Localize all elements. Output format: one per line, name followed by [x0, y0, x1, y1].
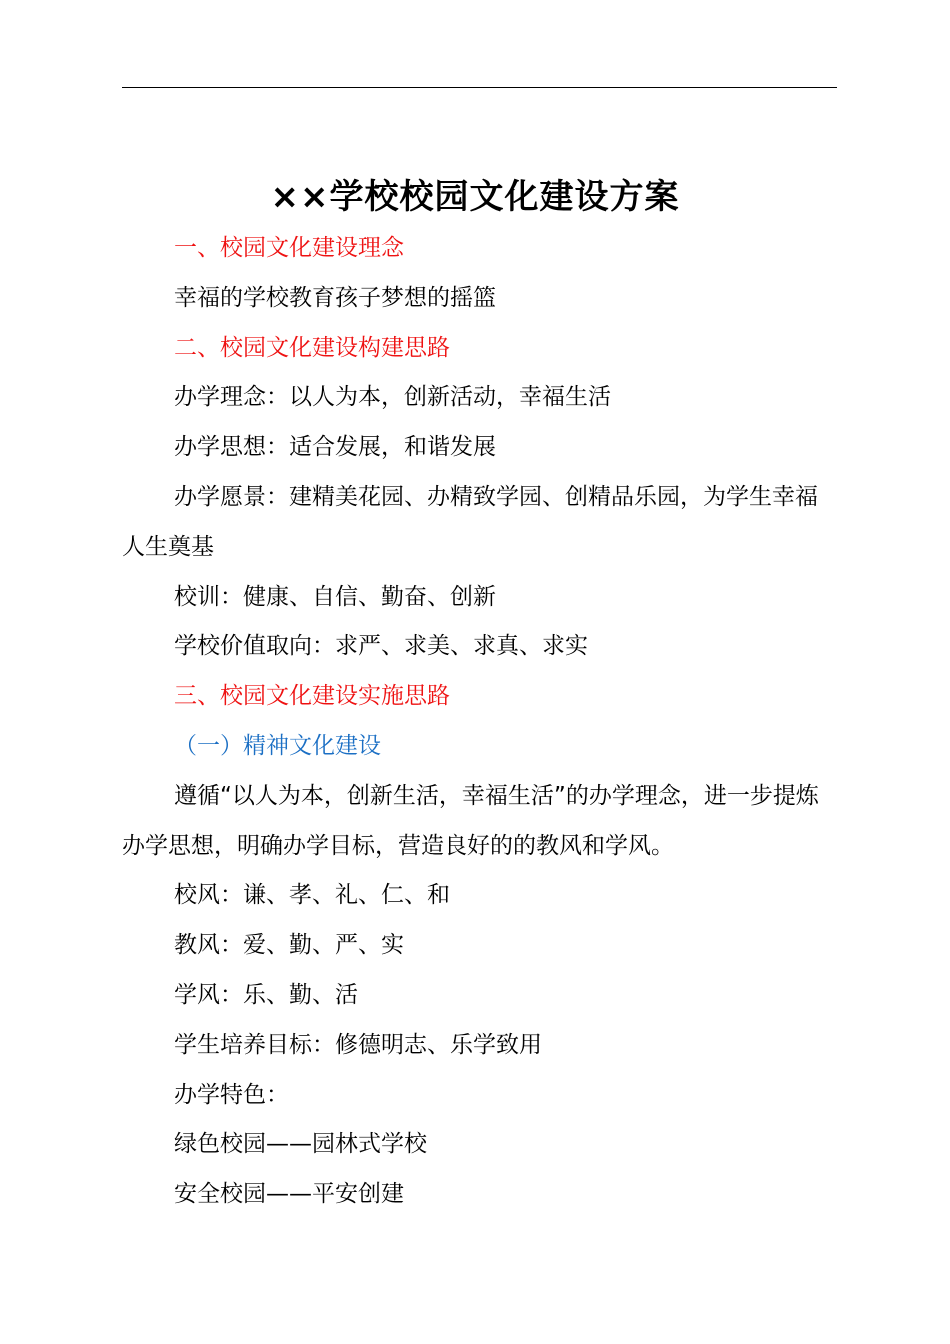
paragraph-safe-campus: 安全校园——平安创建	[174, 1181, 404, 1208]
paragraph-motto: 校训：健康、自信、勤奋、创新	[174, 583, 496, 610]
document-body	[122, 224, 838, 1220]
paragraph-teaching-style: 教风：爱、勤、严、实	[174, 932, 404, 959]
section-heading-2: 二、校园文化建设构建思路	[174, 334, 450, 361]
paragraph-school-concept: 办学理念：以人为本，创新活动，幸福生活	[174, 384, 611, 411]
paragraph-features-label: 办学特色：	[174, 1081, 289, 1108]
paragraph-philosophy: 幸福的学校教育孩子梦想的摇篮	[174, 284, 496, 311]
paragraph-school-style: 校风：谦、孝、礼、仁、和	[174, 882, 450, 909]
paragraph-student-goal: 学生培养目标：修德明志、乐学致用	[174, 1031, 542, 1058]
section-heading-3: 三、校园文化建设实施思路	[174, 683, 450, 710]
section-heading-1: 一、校园文化建设理念	[174, 235, 404, 261]
paragraph-green-campus: 绿色校园——园林式学校	[174, 1131, 427, 1158]
header-rule	[122, 87, 837, 88]
paragraph-spirit-culture: 遵循“以人为本，创新生活，幸福生活”的办学理念，进一步提炼办学思想，明确办学目标，营造良好的的教风和学风。	[122, 782, 819, 859]
document-title: ××学校校园文化建设方案	[270, 176, 680, 217]
paragraph-study-style: 学风：乐、勤、活	[174, 981, 358, 1008]
paragraph-values: 学校价值取向：求严、求美、求真、求实	[174, 633, 588, 660]
subsection-heading-1: （一）精神文化建设	[174, 732, 381, 759]
paragraph-school-thought: 办学思想：适合发展，和谐发展	[174, 434, 496, 461]
paragraph-school-vision: 办学愿景：建精美花园、办精致学园、创精品乐园，为学生幸福人生奠基	[122, 483, 818, 560]
